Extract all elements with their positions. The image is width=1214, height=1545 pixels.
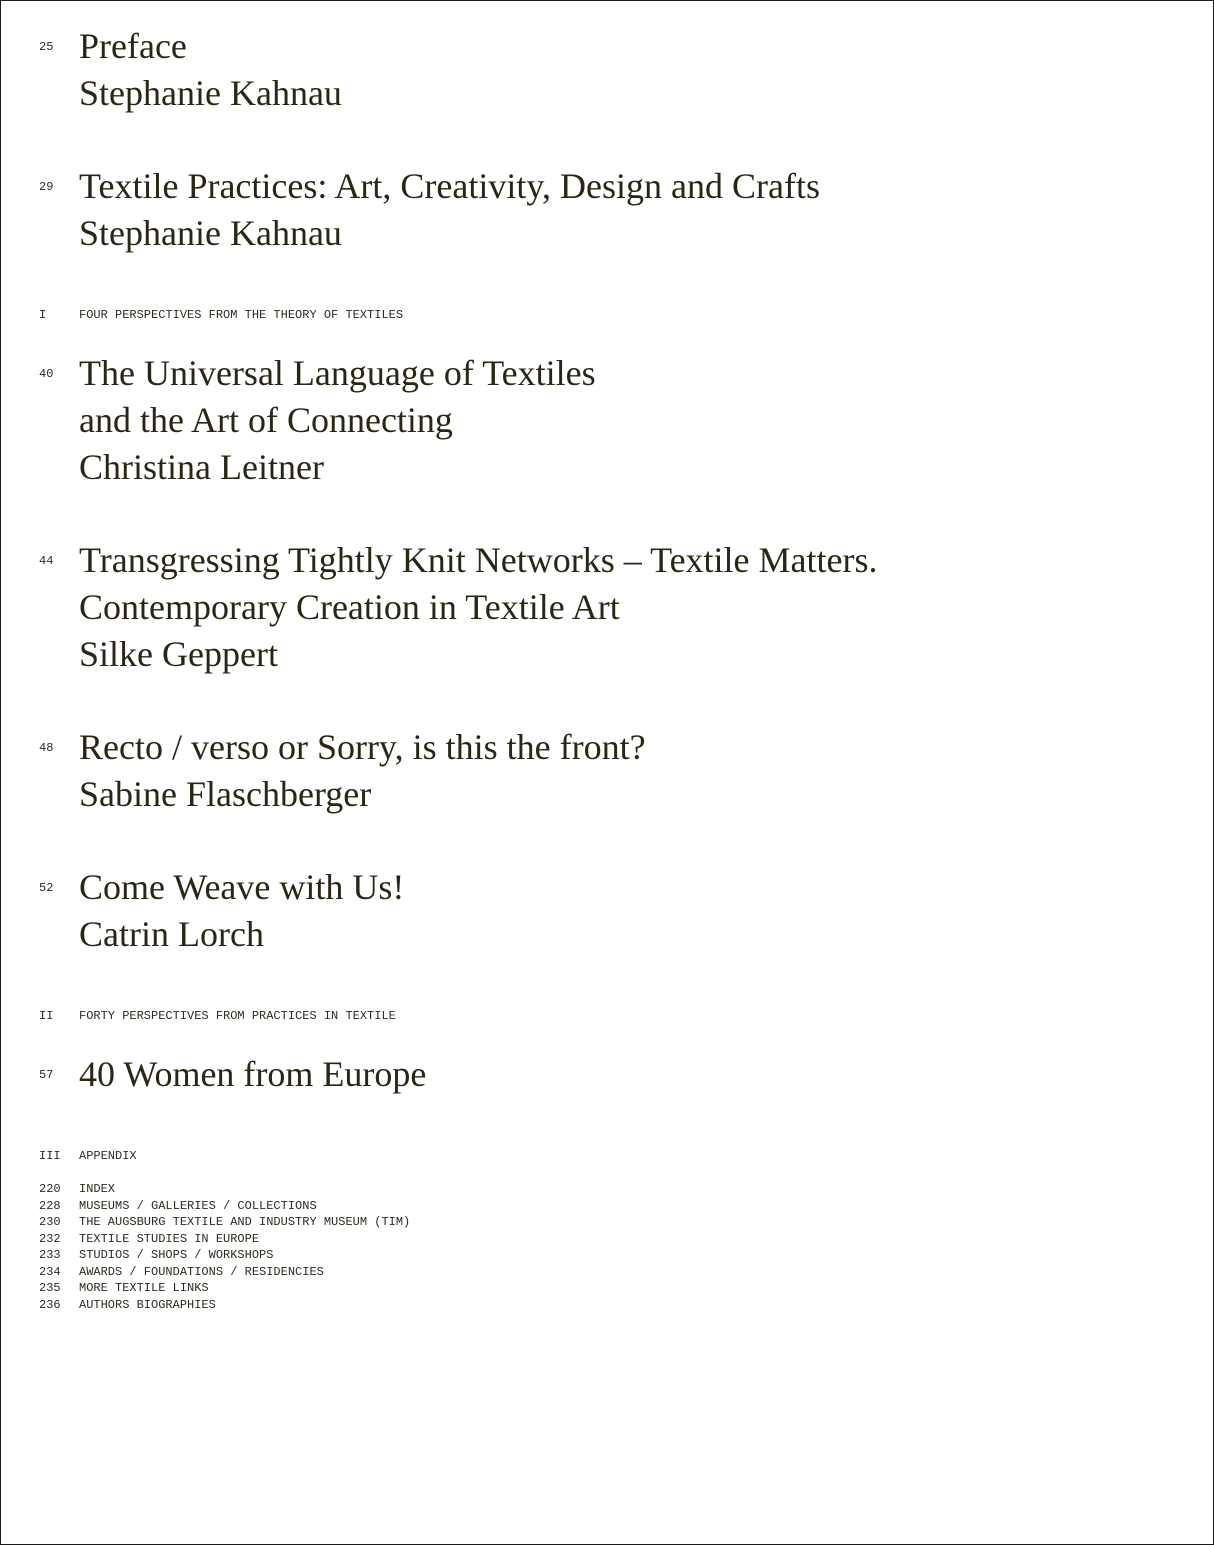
entry-title-line: The Universal Language of Textiles	[79, 353, 596, 393]
appendix-page-number: 236	[39, 1297, 61, 1312]
appendix-title: INDEX	[79, 1182, 116, 1196]
appendix-page-number: 228	[39, 1198, 61, 1213]
appendix-page-number: 233	[39, 1248, 61, 1262]
entry-title: Come Weave with Us!	[79, 867, 405, 907]
appendix-item	[39, 1214, 410, 1231]
appendix-title: MUSEUMS / GALLERIES / COLLECTIONS	[79, 1198, 317, 1213]
entry-author: Stephanie Kahnau	[79, 73, 342, 113]
section-heading-i	[39, 308, 403, 322]
appendix-title: MORE TEXTILE LINKS	[79, 1281, 209, 1295]
appendix-title: THE AUGSBURG TEXTILE AND INDUSTRY MUSEUM (TIM)	[79, 1215, 411, 1229]
appendix-item	[39, 1297, 410, 1314]
entry-author: Catrin Lorch	[79, 914, 264, 954]
entry-author: Sabine Flaschberger	[79, 774, 372, 814]
entry-title: Recto / verso or Sorry, is this the front?	[79, 727, 646, 767]
section-title: APPENDIX	[79, 1149, 137, 1163]
appendix-page-number: 220	[39, 1182, 61, 1196]
appendix-title: AWARDS / FOUNDATIONS / RESIDENCIES	[79, 1264, 324, 1279]
entry-title: 40 Women from Europe	[79, 1054, 427, 1094]
section-number: I	[39, 308, 47, 322]
section-number: III	[39, 1149, 61, 1163]
appendix-list	[39, 1181, 410, 1313]
entry-author: Silke Geppert	[79, 634, 278, 674]
appendix-page-number: 235	[39, 1281, 61, 1295]
appendix-title: AUTHORS BIOGRAPHIES	[79, 1297, 216, 1312]
entry-author: Stephanie Kahnau	[79, 213, 342, 253]
entry-title-line: Contemporary Creation in Textile Art	[79, 587, 620, 627]
entry-page-number: 52	[39, 881, 54, 895]
appendix-page-number: 232	[39, 1231, 61, 1246]
appendix-item	[39, 1280, 410, 1297]
entry-page-number: 25	[39, 40, 54, 54]
entry-page-number: 40	[39, 367, 54, 381]
appendix-item	[39, 1181, 410, 1198]
section-heading-iii	[39, 1149, 137, 1163]
entry-page-number: 29	[39, 180, 54, 194]
appendix-item	[39, 1231, 410, 1248]
entry-title-line: and the Art of Connecting	[79, 400, 453, 440]
entry-page-number: 48	[39, 741, 54, 755]
appendix-item	[39, 1264, 410, 1281]
appendix-item	[39, 1247, 410, 1264]
appendix-page-number: 230	[39, 1215, 61, 1229]
entry-title: Preface	[79, 26, 187, 66]
appendix-title: STUDIOS / SHOPS / WORKSHOPS	[79, 1248, 274, 1262]
appendix-page-number: 234	[39, 1264, 61, 1279]
entry-page-number: 57	[39, 1068, 54, 1082]
section-title: FORTY PERSPECTIVES FROM PRACTICES IN TEXTILE	[79, 1009, 396, 1023]
appendix-item	[39, 1198, 410, 1215]
entry-author: Christina Leitner	[79, 447, 324, 487]
entry-title-line: Transgressing Tightly Knit Networks – Textile Matters.	[79, 540, 878, 580]
section-title: FOUR PERSPECTIVES FROM THE THEORY OF TEXTILES	[79, 308, 404, 322]
section-number: II	[39, 1009, 54, 1023]
entry-page-number: 44	[39, 554, 54, 568]
section-heading-ii	[39, 1009, 396, 1023]
appendix-title: TEXTILE STUDIES IN EUROPE	[79, 1231, 260, 1246]
entry-title: Textile Practices: Art, Creativity, Design and Crafts	[79, 166, 820, 206]
